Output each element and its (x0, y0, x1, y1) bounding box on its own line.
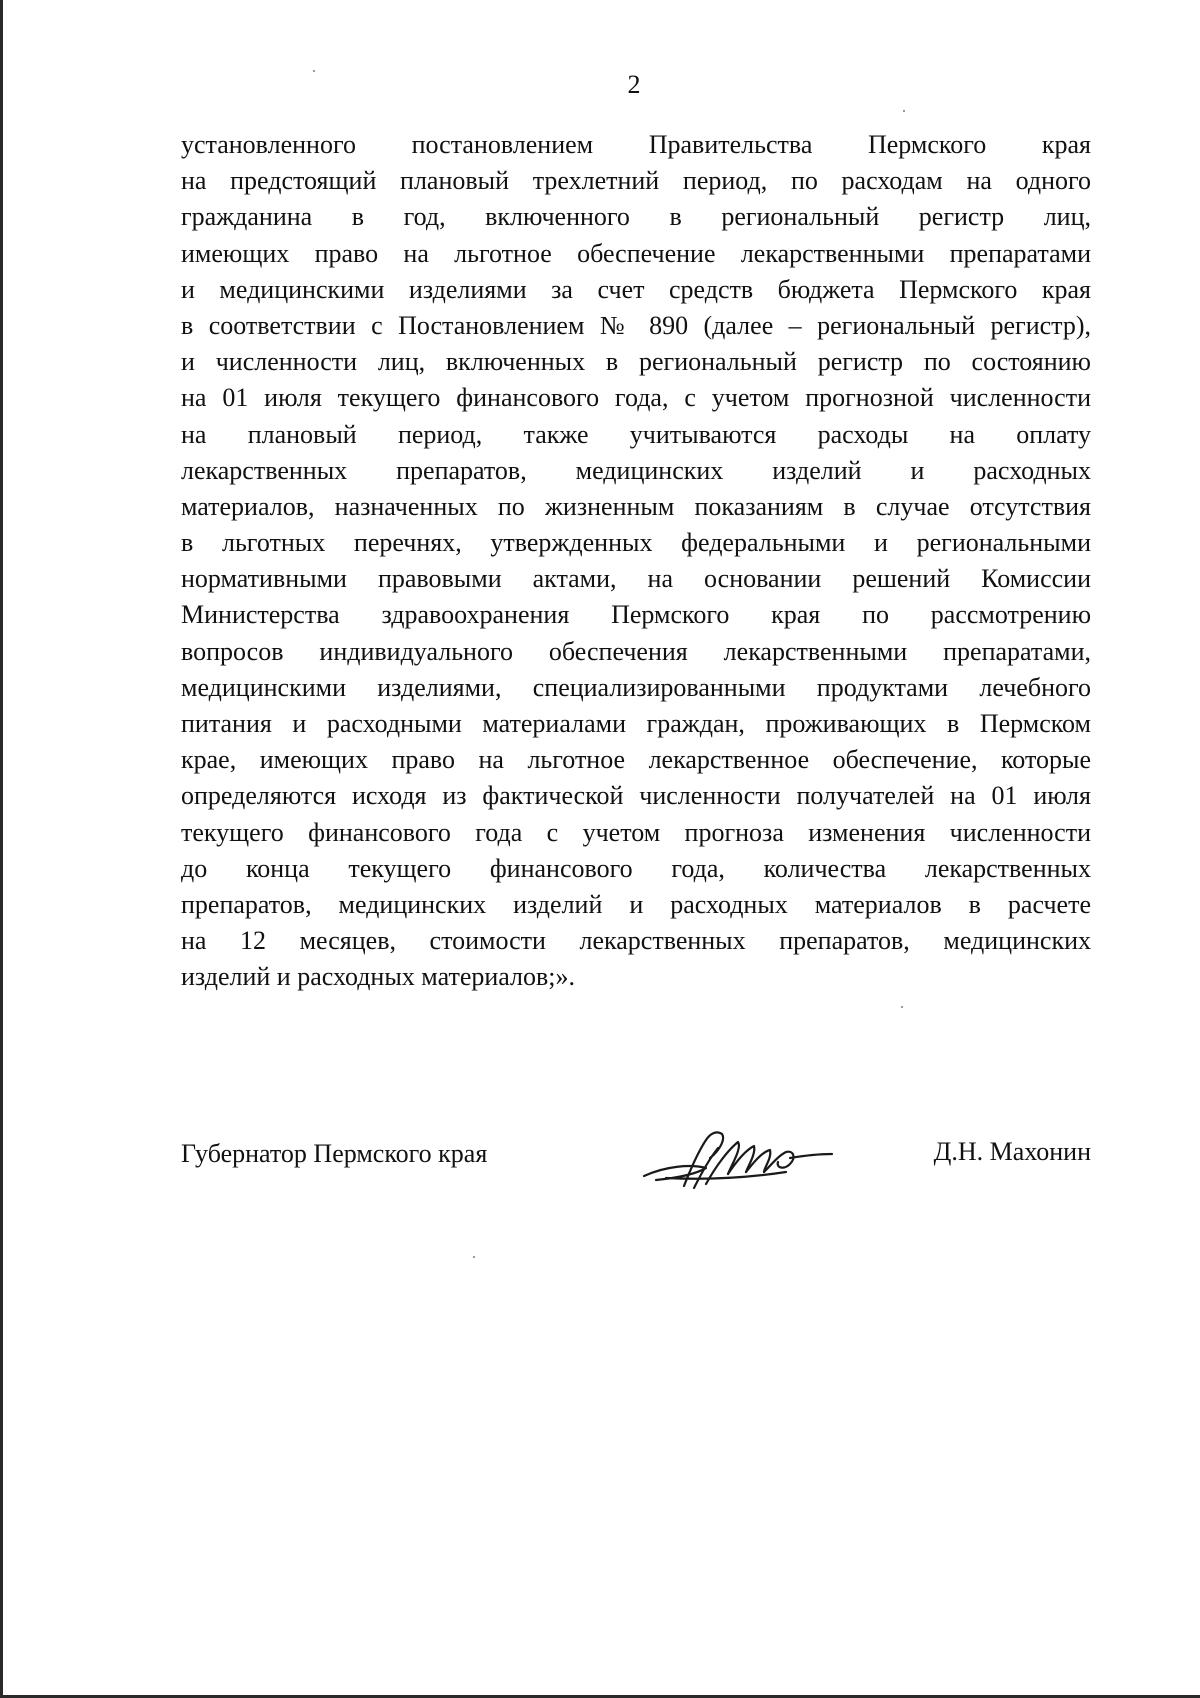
body-text (181, 127, 1091, 996)
body-line: изделий и расходных материалов;». (181, 962, 576, 992)
body-line: и медицинскими изделиями за счет средств бюджета Пермского края (181, 274, 1091, 304)
signatory-title: Губернатор Пермского края (181, 1139, 488, 1168)
signatory-name: Д.Н. Махонин (933, 1137, 1091, 1166)
body-line: лекарственных препаратов, медицинских изделий и расходных (181, 455, 1091, 485)
body-line: медицинскими изделиями, специализированными продуктами лечебного (181, 672, 1091, 702)
body-line: установленного постановлением Правительства Пермского края (181, 130, 1091, 159)
body-line: в соответствии с Постановлением № 890 (далее – региональный регистр), (181, 310, 1091, 340)
body-line: и численности лиц, включенных в региональный регистр по состоянию (181, 347, 1091, 377)
body-line: гражданина в год, включенного в региональный регистр лиц, (181, 202, 1091, 232)
body-line: на предстоящий плановый трехлетний период, по расходам на одного (181, 166, 1091, 196)
page-number: 2 (627, 70, 641, 99)
body-line: препаратов, медицинских изделий и расходных материалов в расчете (181, 889, 1091, 919)
body-line: на 01 июля текущего финансового года, с учетом прогнозной численности (181, 383, 1091, 413)
scan-speck (313, 70, 315, 72)
body-line: Министерства здравоохранения Пермского края по рассмотрению (181, 600, 1091, 630)
signature-block (181, 1126, 1091, 1196)
body-line: имеющих право на льготное обеспечение лекарственными препаратами (181, 238, 1091, 268)
body-line: нормативными правовыми актами, на основании решений Комиссии (181, 564, 1091, 594)
body-line: питания и расходными материалами граждан, проживающих в Пермском (181, 709, 1091, 738)
body-line: до конца текущего финансового года, количества лекарственных (181, 853, 1091, 883)
scan-speck (903, 110, 905, 112)
body-line: крае, имеющих право на льготное лекарственное обеспечение, которые (181, 745, 1091, 775)
body-line: на плановый период, также учитываются расходы на оплату (181, 419, 1091, 449)
body-line: в льготных перечнях, утвержденных федеральными и региональными (181, 528, 1091, 558)
scan-speck (901, 1006, 903, 1008)
scan-speck (473, 1256, 475, 1258)
body-line: на 12 месяцев, стоимости лекарственных препаратов, медицинских (181, 926, 1091, 956)
body-line: определяются исходя из фактической численности получателей на 01 июля (181, 781, 1091, 811)
body-line: материалов, назначенных по жизненным показаниям в случае отсутствия (181, 491, 1091, 521)
body-line: вопросов индивидуального обеспечения лекарственными препаратами, (181, 636, 1091, 666)
body-line: текущего финансового года с учетом прогноза изменения численности (181, 817, 1091, 847)
handwritten-signature (636, 1118, 836, 1198)
